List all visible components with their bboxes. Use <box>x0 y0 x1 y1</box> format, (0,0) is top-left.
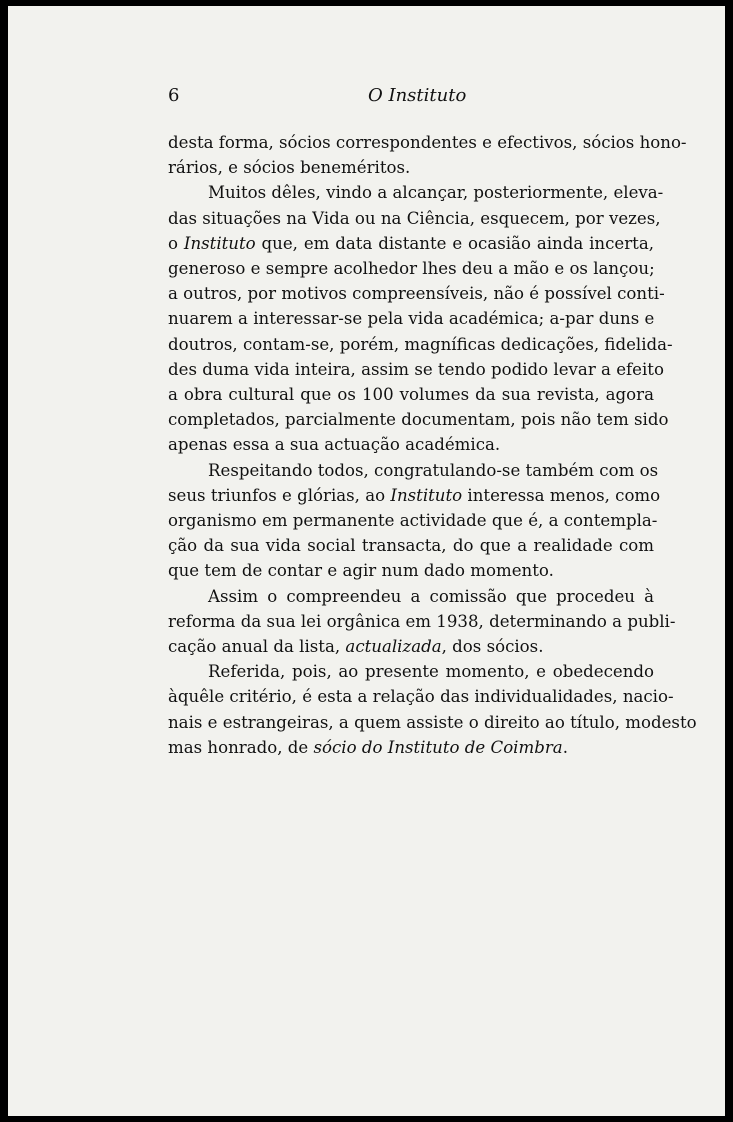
book-page <box>8 6 725 1116</box>
text-line: rários, e sócios beneméritos. <box>168 158 411 178</box>
text-line: seus triunfos e glórias, ao Instituto interessa menos, como <box>168 485 661 505</box>
text-line: nuarem a interessar-se pela vida académica; a-par duns e <box>168 309 655 329</box>
text-line: que tem de contar e agir num dado momento. <box>168 561 554 581</box>
text-line: desta forma, sócios correspondentes e efectivos, sócios hono- <box>168 133 687 152</box>
text-line: a obra cultural que os 100 volumes da sua revista, agora <box>168 385 654 405</box>
text-line: o Instituto que, em data distante e ocasião ainda incerta, <box>168 233 654 253</box>
paragraph <box>168 180 673 457</box>
running-title: O Instituto <box>368 85 467 106</box>
text-line: mas honrado, de sócio do Instituto de Coimbra. <box>168 737 568 757</box>
text-line: organismo em permanente actividade que é, a contempla- <box>168 511 658 531</box>
text-line: cação anual da lista, actualizada, dos sócios. <box>168 637 544 657</box>
text-line: doutros, contam-se, porém, magníficas dedicações, fidelida- <box>168 334 673 354</box>
page-header <box>168 85 654 109</box>
text-line: Assim o compreendeu a comissão que procedeu à <box>208 586 654 606</box>
page-number: 6 <box>168 85 180 106</box>
text-line: ção da sua vida social transacta, do que a realidade com <box>168 536 654 556</box>
text-line: completados, parcialmente documentam, pois não tem sido <box>168 410 669 430</box>
text-line: Referida, pois, ao presente momento, e obedecendo <box>208 662 654 682</box>
body-text <box>168 130 697 760</box>
text-line: generoso e sempre acolhedor lhes deu a mão e os lançou; <box>168 259 655 279</box>
text-line: a outros, por motivos compreensíveis, não é possível conti- <box>168 284 665 304</box>
paragraph <box>168 659 697 760</box>
text-line: des duma vida inteira, assim se tendo podido levar a efeito <box>168 359 664 379</box>
text-line: Respeitando todos, congratulando-se também com os <box>208 460 659 480</box>
paragraph <box>168 584 676 660</box>
text-line: apenas essa a sua actuação académica. <box>168 435 501 455</box>
paragraph <box>168 458 661 584</box>
text-line: reforma da sua lei orgânica em 1938, determinando a publi- <box>168 611 676 631</box>
paragraph <box>168 130 687 180</box>
text-line: àquêle critério, é esta a relação das individualidades, nacio- <box>168 687 674 707</box>
text-line: das situações na Vida ou na Ciência, esquecem, por vezes, <box>168 208 661 228</box>
text-line: Muitos dêles, vindo a alcançar, posteriormente, eleva- <box>208 183 664 203</box>
text-line: nais e estrangeiras, a quem assiste o direito ao título, modesto <box>168 712 697 732</box>
